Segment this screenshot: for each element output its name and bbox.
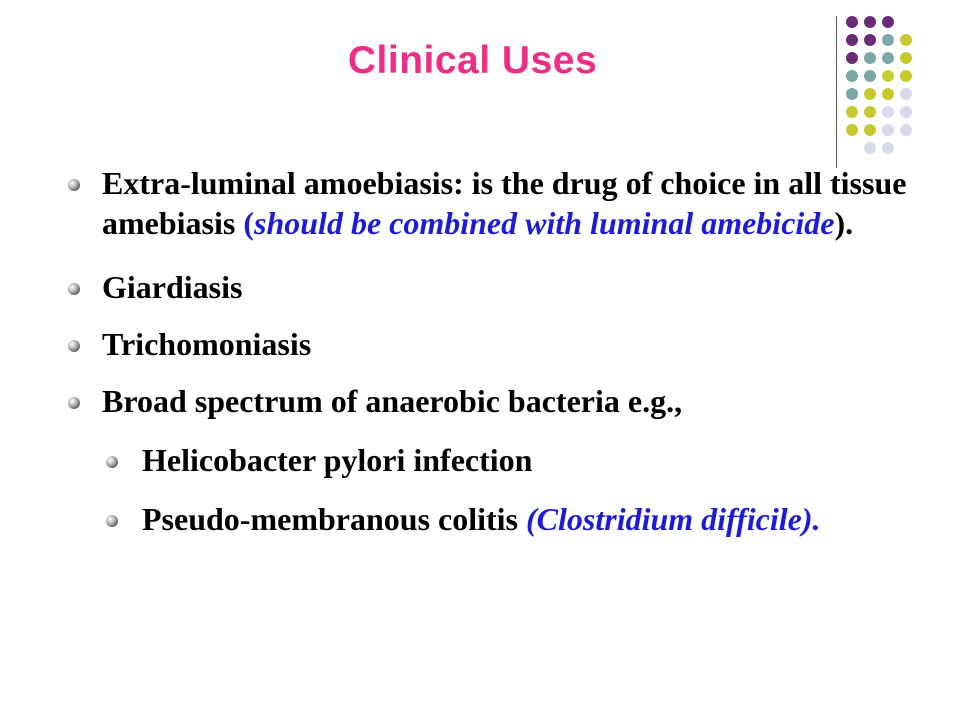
sub-bullet-item-pseudo-membranous-colitis xyxy=(62,499,922,539)
bullet-dot-icon xyxy=(68,340,80,352)
decorative-dot xyxy=(882,70,894,82)
decorative-dot xyxy=(846,34,858,46)
decorative-dot xyxy=(846,106,858,118)
sub-bullet-item-helicobacter xyxy=(62,440,922,480)
decorative-dot xyxy=(882,52,894,64)
decorative-dot xyxy=(846,88,858,100)
decorative-dot xyxy=(864,34,876,46)
decorative-dot xyxy=(846,124,858,136)
decorative-dot xyxy=(864,124,876,136)
decorative-dot xyxy=(864,88,876,100)
bullet-item-trichomoniasis xyxy=(62,324,922,364)
bullet-paren-close: ). xyxy=(834,205,854,241)
bullet-text: Broad spectrum of anaerobic bacteria e.g., xyxy=(102,383,683,419)
decorative-dot xyxy=(864,142,876,154)
slide-title: Clinical Uses xyxy=(347,39,598,82)
decorative-divider-line xyxy=(836,16,837,168)
decorative-dot xyxy=(882,142,894,154)
decorative-dot xyxy=(900,106,912,118)
bullet-text: Giardiasis xyxy=(102,269,243,305)
decorative-dot xyxy=(864,52,876,64)
bullet-text: Extra-luminal amoebiasis: is the drug of choice in all tissue amebiasis xyxy=(102,165,907,241)
bullet-dot-icon xyxy=(68,283,80,295)
bullet-text: Pseudo-membranous colitis xyxy=(142,501,526,537)
decorative-dot xyxy=(900,124,912,136)
decorative-dot xyxy=(900,34,912,46)
decorative-dot xyxy=(846,52,858,64)
bullet-item-anaerobic-bacteria xyxy=(62,381,922,421)
bullet-paren-open: ( xyxy=(243,205,254,241)
bullet-dot-icon xyxy=(68,179,80,191)
decorative-dot xyxy=(900,70,912,82)
decorative-dot xyxy=(882,124,894,136)
bullet-item-extra-luminal-amoebiasis xyxy=(62,163,922,243)
bullet-text: Helicobacter pylori infection xyxy=(142,442,533,478)
decorative-dot xyxy=(864,70,876,82)
bullet-dot-icon xyxy=(68,397,80,409)
bullet-item-giardiasis xyxy=(62,267,922,307)
decorative-dot xyxy=(900,88,912,100)
bullet-dot-icon xyxy=(106,515,118,527)
decorative-dot xyxy=(864,16,876,28)
decorative-dot xyxy=(882,106,894,118)
bullet-dot-icon xyxy=(106,456,118,468)
bullet-note-italic: (Clostridium difficile). xyxy=(526,501,821,537)
bullet-note-italic: should be combined with luminal amebicide xyxy=(254,205,835,241)
decorative-dot xyxy=(846,16,858,28)
bullet-text: Trichomoniasis xyxy=(102,326,312,362)
decorative-dot xyxy=(882,16,894,28)
decorative-dot xyxy=(900,52,912,64)
decorative-dot xyxy=(846,70,858,82)
decorative-dot xyxy=(882,34,894,46)
bullet-list xyxy=(62,163,922,539)
decorative-dot xyxy=(864,106,876,118)
decorative-dot xyxy=(882,88,894,100)
